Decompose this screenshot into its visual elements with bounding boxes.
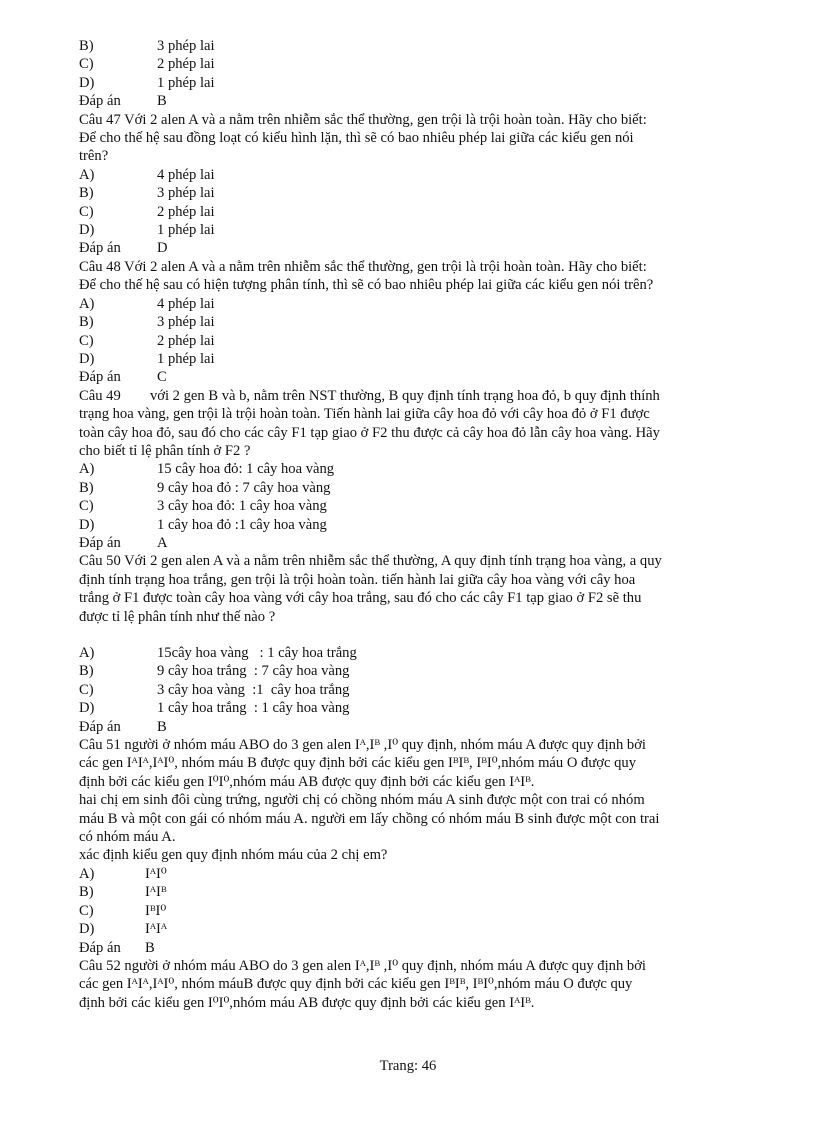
option-label: C): [79, 332, 94, 349]
option-label: C): [79, 498, 94, 515]
option-line: [79, 883, 737, 901]
option-line: [79, 55, 737, 73]
option-label: C): [79, 681, 94, 698]
option-text: 3 phép lai: [157, 185, 215, 202]
option-label: D): [79, 222, 95, 239]
option-label: D): [79, 350, 95, 367]
option-text: IᴮI⁰: [145, 902, 167, 919]
option-line: [79, 184, 737, 202]
option-text: IᴬIᴬ: [145, 921, 168, 938]
question-line: toàn cây hoa đỏ, sau đó cho các cây F1 tạp giao ở F2 thu được cả cây hoa đỏ lẫn cây hoa vàng. Hãy: [79, 424, 660, 441]
answer-line: [79, 368, 737, 386]
question-line: Câu 52 người ở nhóm máu ABO do 3 gen alen Iᴬ,Iᴮ ,I⁰ quy định, nhóm máu A được quy định bởi: [79, 957, 646, 974]
answer-label: Đáp án: [79, 534, 121, 551]
option-label: B): [79, 38, 94, 54]
answer-label: Đáp án: [79, 93, 121, 110]
option-line: [79, 460, 737, 478]
question-line: cho biết tỉ lệ phân tính ở F2 ?: [79, 442, 251, 459]
answer-label: Đáp án: [79, 369, 121, 386]
question-line: các gen IᴬIᴬ,IᴬI⁰, nhóm máuB được quy định bởi các kiểu gen IᴮIᴮ, IᴮI⁰,nhóm máu O được quy: [79, 976, 633, 993]
question-line: Câu 48 Với 2 alen A và a nằm trên nhiễm sắc thể thường, gen trội là trội hoàn toàn. Hãy cho biết:: [79, 258, 647, 275]
option-label: B): [79, 185, 94, 202]
option-line: [79, 865, 737, 883]
question-line: các gen IᴬIᴬ,IᴬI⁰, nhóm máu B được quy định bởi các kiểu gen IᴮIᴮ, IᴮI⁰,nhóm máu O được quy: [79, 755, 636, 772]
option-label: A): [79, 166, 95, 183]
answer-line: [79, 939, 737, 957]
option-line: [79, 497, 737, 515]
question-line: xác định kiểu gen quy định nhóm máu của 2 chị em?: [79, 847, 388, 864]
document-body: [79, 37, 737, 1012]
option-label: B): [79, 479, 94, 496]
option-text: 1 phép lai: [157, 350, 215, 367]
question-line: trắng ở F1 được toàn cây hoa vàng với cây hoa trắng, sau đó cho các cây F1 tạp giao ở F2 sẽ thu: [79, 590, 642, 607]
option-text: 15cây hoa vàng : 1 cây hoa trắng: [157, 645, 357, 661]
question-line: có nhóm máu A.: [79, 829, 176, 846]
option-label: C): [79, 203, 94, 220]
option-text: 9 cây hoa đỏ : 7 cây hoa vàng: [157, 479, 331, 496]
question-line: hai chị em sinh đôi cùng trứng, người chị có chồng nhóm máu A sinh được một con trai có nhóm: [79, 792, 645, 809]
option-text: 4 phép lai: [157, 166, 215, 183]
question-line: Câu 49 với 2 gen B và b, nằm trên NST thường, B quy định tính trạng hoa đỏ, b quy định thính: [79, 387, 660, 404]
option-label: C): [79, 56, 94, 73]
answer-line: [79, 534, 737, 552]
option-text: IᴬI⁰: [145, 865, 167, 882]
option-label: A): [79, 645, 95, 661]
option-label: D): [79, 516, 95, 533]
question-line: Câu 50 Với 2 gen alen A và a nằm trên nhiễm sắc thể thường, A quy định tính trạng hoa vàng, a quy: [79, 553, 662, 570]
option-label: D): [79, 74, 95, 91]
question-line: Để cho thế hệ sau có hiện tượng phân tính, thì sẽ có bao nhiêu phép lai giữa các kiểu gen nói trên?: [79, 277, 654, 294]
option-label: A): [79, 865, 95, 882]
option-line: [79, 902, 737, 920]
option-line: [79, 203, 737, 221]
question-line: định bởi các kiểu gen I⁰I⁰,nhóm máu AB được quy định bởi các kiểu gen IᴬIᴮ.: [79, 994, 535, 1011]
question-line: Câu 47 Với 2 alen A và a nằm trên nhiễm sắc thể thường, gen trội là trội hoàn toàn. Hãy cho biết:: [79, 111, 647, 128]
option-text: 3 phép lai: [157, 314, 215, 331]
question-line: trên?: [79, 148, 109, 165]
option-text: 3 cây hoa vàng :1 cây hoa trắng: [157, 681, 350, 698]
option-text: 1 phép lai: [157, 74, 215, 91]
page-number: Trang: 46: [379, 1058, 437, 1074]
option-label: D): [79, 700, 95, 717]
option-text: 2 phép lai: [157, 332, 215, 349]
question-line: Để cho thế hệ sau đồng loạt có kiểu hình lặn, thì sẽ có bao nhiêu phép lai giữa các kiểu gen nói: [79, 130, 634, 147]
option-label: C): [79, 902, 94, 919]
option-line: [79, 644, 737, 662]
option-label: A): [79, 461, 95, 478]
option-text: 9 cây hoa trắng : 7 cây hoa vàng: [157, 663, 350, 680]
option-text: IᴬIᴮ: [145, 884, 167, 901]
answer-value: B: [157, 93, 167, 110]
option-line: [79, 516, 737, 534]
option-label: B): [79, 314, 94, 331]
option-line: [79, 479, 737, 497]
answer-line: [79, 239, 737, 257]
option-text: 2 phép lai: [157, 56, 215, 73]
answer-value: B: [157, 718, 167, 735]
option-line: [79, 699, 737, 717]
option-label: B): [79, 884, 94, 901]
option-label: A): [79, 295, 95, 312]
option-text: 3 cây hoa đỏ: 1 cây hoa vàng: [157, 498, 327, 515]
option-line: [79, 350, 737, 368]
option-text: 2 phép lai: [157, 203, 215, 220]
option-line: [79, 221, 737, 239]
option-line: [79, 166, 737, 184]
option-line: [79, 332, 737, 350]
option-line: [79, 920, 737, 938]
question-line: được tỉ lệ phân tính như thế nào ?: [79, 608, 276, 625]
option-line: [79, 295, 737, 313]
question-line: trạng hoa vàng, gen trội là trội hoàn toàn. Tiến hành lai giữa cây hoa đỏ với cây hoa đỏ ở F1 được: [79, 406, 650, 423]
option-line: [79, 313, 737, 331]
answer-line: [79, 718, 737, 736]
option-line: [79, 37, 737, 55]
question-line: định tính trạng hoa trắng, gen trội là trội hoàn toàn. tiến hành lai giữa cây hoa vàng với cây hoa: [79, 571, 636, 588]
question-line: định bởi các kiểu gen I⁰I⁰,nhóm máu AB được quy định bởi các kiểu gen IᴬIᴮ.: [79, 773, 535, 790]
spacer: [79, 626, 737, 644]
answer-line: [79, 92, 737, 110]
option-text: 1 cây hoa đỏ :1 cây hoa vàng: [157, 516, 327, 533]
answer-value: C: [157, 369, 167, 386]
answer-value: A: [157, 534, 168, 551]
answer-label: Đáp án: [79, 939, 121, 956]
option-text: 15 cây hoa đỏ: 1 cây hoa vàng: [157, 461, 335, 478]
option-line: [79, 74, 737, 92]
answer-value: B: [145, 939, 155, 956]
option-text: 1 cây hoa trắng : 1 cây hoa vàng: [157, 700, 350, 717]
question-line: Câu 51 người ở nhóm máu ABO do 3 gen alen Iᴬ,Iᴮ ,I⁰ quy định, nhóm máu A được quy định bởi: [79, 737, 646, 754]
option-label: D): [79, 921, 95, 938]
option-text: 3 phép lai: [157, 38, 215, 54]
option-label: B): [79, 663, 94, 680]
answer-label: Đáp án: [79, 718, 121, 735]
answer-label: Đáp án: [79, 240, 121, 257]
question-line: máu B và một con gái có nhóm máu A. người em lấy chồng có nhóm máu B sinh được một con trai: [79, 810, 660, 827]
option-text: 4 phép lai: [157, 295, 215, 312]
option-text: 1 phép lai: [157, 222, 215, 239]
option-line: [79, 681, 737, 699]
option-line: [79, 662, 737, 680]
answer-value: D: [157, 240, 168, 257]
